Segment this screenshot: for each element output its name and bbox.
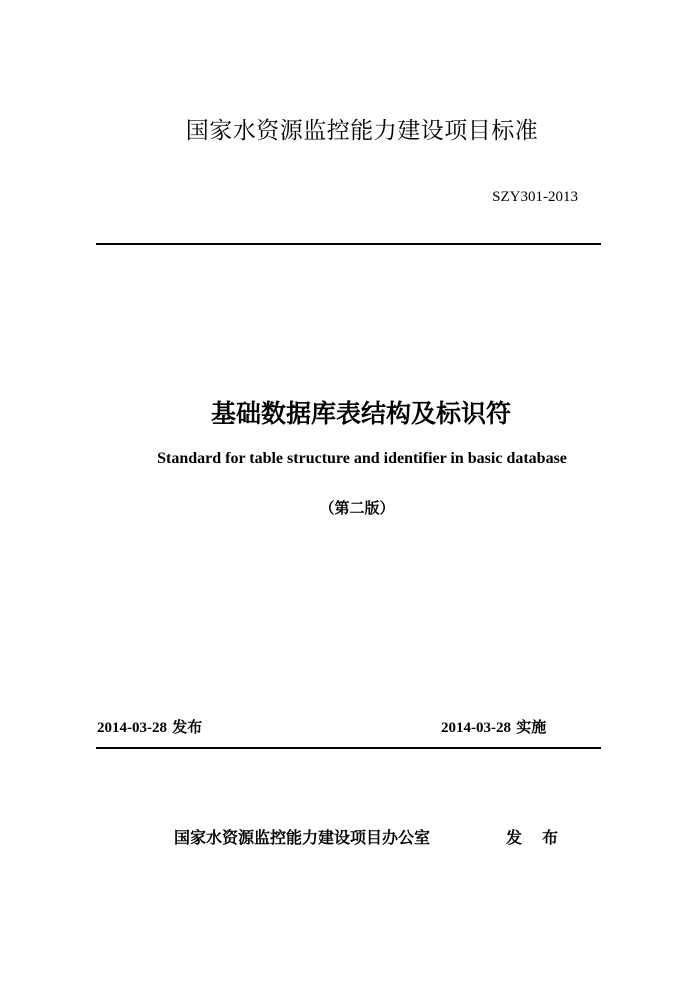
effective-label: 实施 xyxy=(516,718,547,736)
issuer-name: 国家水资源监控能力建设项目办公室 xyxy=(174,828,431,847)
release-date: 2014-03-28 xyxy=(97,720,167,736)
series-title: 国家水资源监控能力建设项目标准 xyxy=(185,118,539,144)
effective-date-line xyxy=(441,716,546,737)
top-divider xyxy=(96,243,601,245)
document-title-cn: 基础数据库表结构及标识符 xyxy=(210,399,511,428)
issue-char-2: 布 xyxy=(542,828,559,847)
bottom-divider xyxy=(96,747,601,749)
effective-date: 2014-03-28 xyxy=(441,720,511,736)
issue-label xyxy=(506,825,558,848)
issue-char-1: 发 xyxy=(506,828,523,847)
document-title-en: Standard for table structure and identifier in basic database xyxy=(157,450,567,467)
release-date-line xyxy=(97,716,202,737)
release-label: 发布 xyxy=(172,718,203,736)
standard-code: SZY301-2013 xyxy=(492,189,578,205)
edition-label: （第二版） xyxy=(319,499,395,517)
